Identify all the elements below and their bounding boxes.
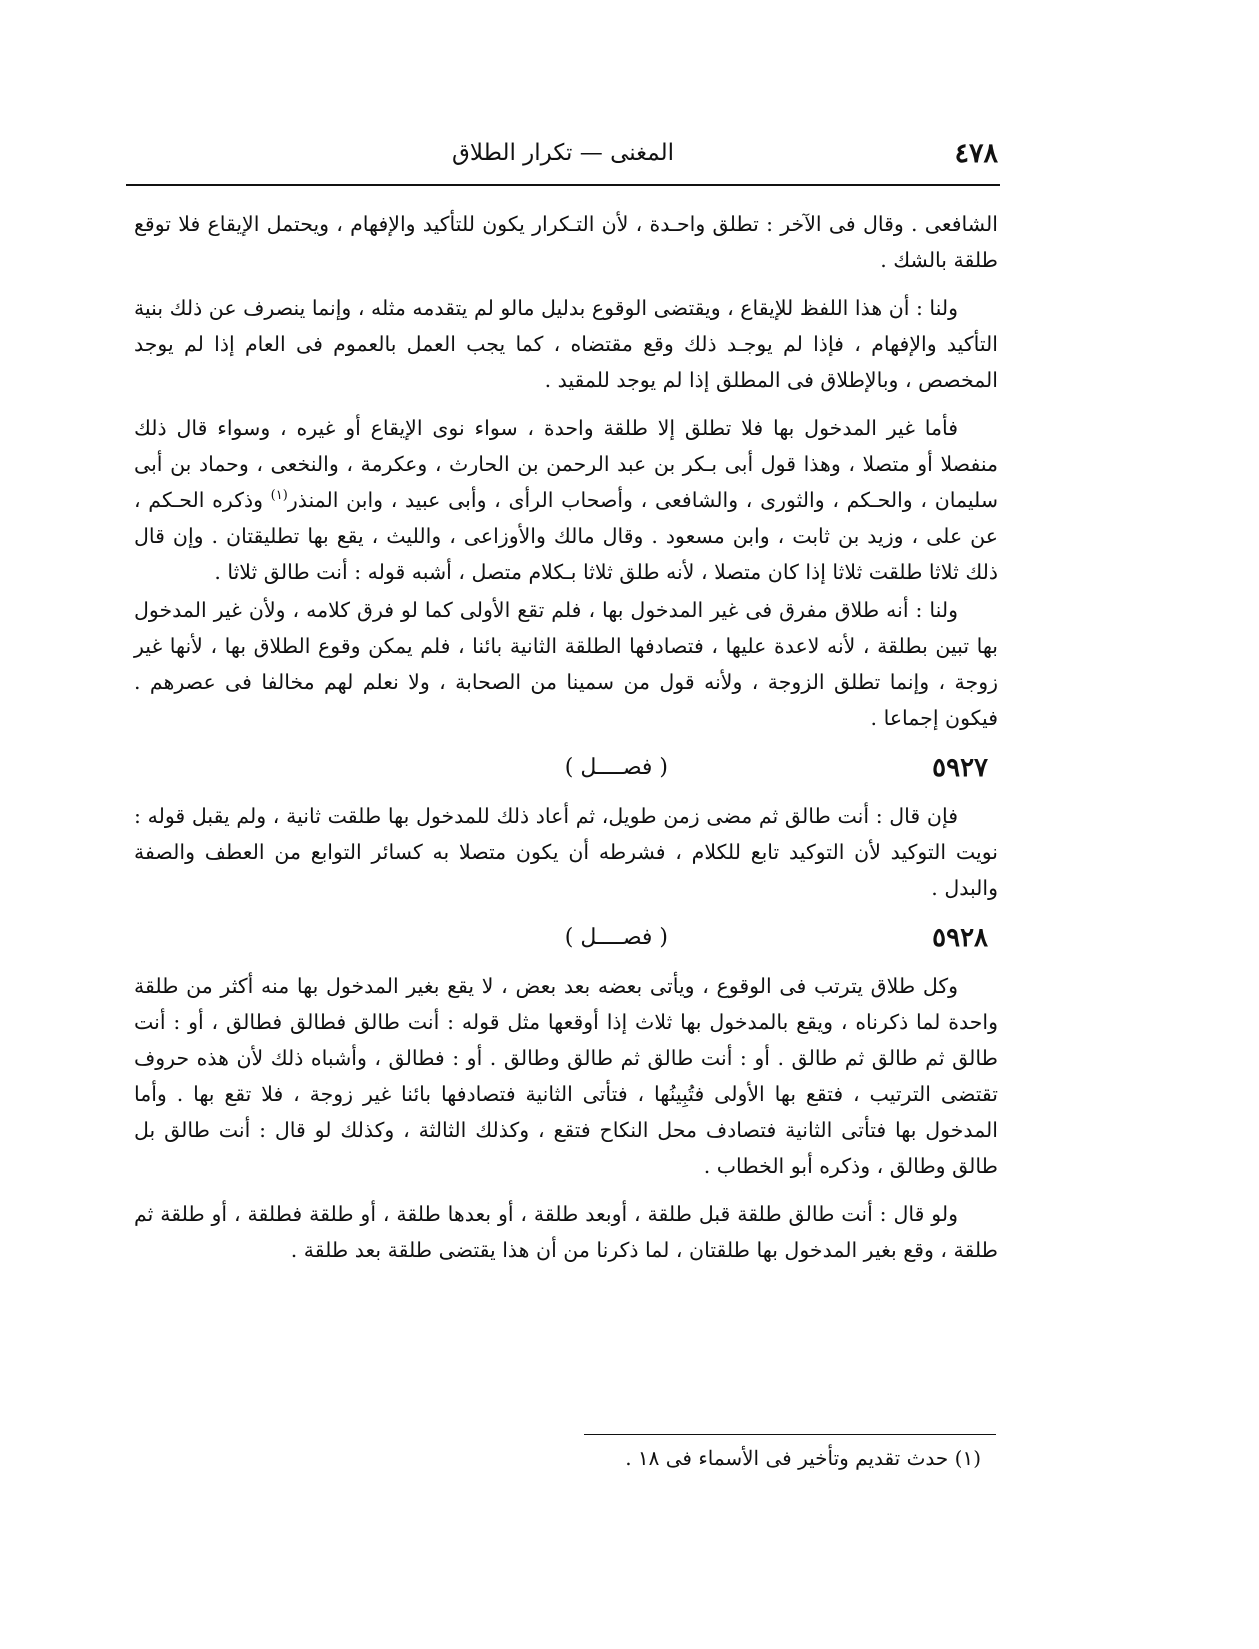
section-title: ( فصــــل ): [564, 755, 668, 780]
footnote-rule: [584, 1434, 996, 1435]
section-number: ٥٩٢٨: [932, 923, 988, 953]
page-number: ٤٧٨: [954, 138, 998, 169]
running-title: المغنى — تكرار الطلاق: [452, 140, 674, 166]
section-number: ٥٩٢٧: [932, 753, 988, 783]
paragraph: وكل طلاق يترتب فى الوقوع ، ويأتى بعضه بعد بعض ، لا يقع بغير المدخول بها منه أكثر من طلقة واحدة لما ذكرناه ، ويقع بالمدخول بها ثلاث إذا أوقعها مثل قوله : أنت طالق فطالق فطالق ، أو : أنت طالق ثم طالق ثم طالق . أو : أنت طالق ثم طالق وطالق . أو : فطالق ، وأشباه ذلك لأن هذه حروف تقتضى الترتيب ، فتقع بها الأولى فتُبِينُها ، فتأتى الثانية فتصادفها بائنا غير زوجة ، فلا تقع بها . وأما المدخول بها فتأتى الثانية فتصادف محل النكاح فتقع ، وكذلك الثالثة ، وكذلك لو قال : أنت طالق بل طالق وطالق ، وذكره أبو الخطاب .: [134, 974, 998, 1178]
paragraph-with-footnote: [134, 410, 998, 590]
paragraph-text: فأما غير المدخول بها فلا تطلق إلا طلقة واحدة ، سواء نوى الإيقاع أو غيره ، وسواء قال ذلك منفصلا أو متصلا ، وهذا قول أبى بـكر بن عبد الرحمن بن الحارث ، وعكرمة ، والنخعى ، وحماد بن أبى سليمان ، والحـكم ، والثورى ، والشافعى ، وأصحاب الرأى ، وأبى عبيد ، وابن المنذر: [134, 416, 998, 512]
header-rule: [126, 184, 1000, 186]
paragraph-continuation: الشافعى . وقال فى الآخر : تطلق واحـدة ، لأن التـكرار يكون للتأكيد والإفهام ، ويحتمل الإيقاع فلا توقع طلقة بالشك .: [134, 212, 998, 272]
page-header: [128, 134, 998, 174]
section-heading-5927: [134, 748, 998, 788]
footnote-marker: (١): [270, 488, 288, 504]
section-title: ( فصــــل ): [564, 925, 668, 950]
paragraph: ولنا : أن هذا اللفظ للإيقاع ، ويقتضى الوقوع بدليل مالو لم يتقدمه مثله ، وإنما ينصرف عن ذلك بنية التأكيد والإفهام ، فإذا لم يوجـد ذلك وقع مقتضاه ، كما يجب العمل بالعموم فى العام إذا لم يوجد المخصص ، وبالإطلاق فى المطلق إذا لم يوجد للمقيد .: [134, 296, 998, 392]
section-heading-5928: [134, 918, 998, 958]
paragraph: فإن قال : أنت طالق ثم مضى زمن طويل، ثم أعاد ذلك للمدخول بها طلقت ثانية ، ولم يقبل قوله : نويت التوكيد لأن التوكيد تابع للكلام ، فشرطه أن يكون متصلا به كسائر التوابع من العطف والصفة والبدل .: [134, 804, 998, 900]
footnote: (١) حدث تقديم وتأخير فى الأسماء فى ١٨ .: [625, 1446, 981, 1470]
paragraph: ولو قال : أنت طالق طلقة قبل طلقة ، أوبعد طلقة ، أو بعدها طلقة ، أو طلقة فطلقة ، أو طلقة ثم طلقة ، وقع بغير المدخول بها طلقتان ، لما ذكرنا من أن هذا يقتضى طلقة بعد طلقة .: [134, 1202, 998, 1262]
body-text: [134, 206, 998, 1280]
paragraph-text: وذكره الحـكم ، عن على ، وزيد بن ثابت ، وابن مسعود . وقال مالك والأوزاعى ، والليث ، يقع بها تطليقتان . وإن قال ذلك ثلاثا طلقت ثلاثا إذا كان متصلا ، لأنه طلق ثلاثا بـكلام متصل ، أشبه قوله : أنت طالق ثلاثا .: [134, 488, 998, 584]
paragraph: ولنا : أنه طلاق مفرق فى غير المدخول بها ، فلم تقع الأولى كما لو فرق كلامه ، ولأن غير المدخول بها تبين بطلقة ، لأنه لاعدة عليها ، فتصادفها الطلقة الثانية بائنا ، فلم يمكن وقوع الطلاق بها ، لأنها غير زوجة ، وإنما تطلق الزوجة ، ولأنه قول من سمينا من الصحابة ، ولا نعلم لهم مخالفا فى عصرهم . فيكون إجماعا .: [134, 598, 998, 730]
